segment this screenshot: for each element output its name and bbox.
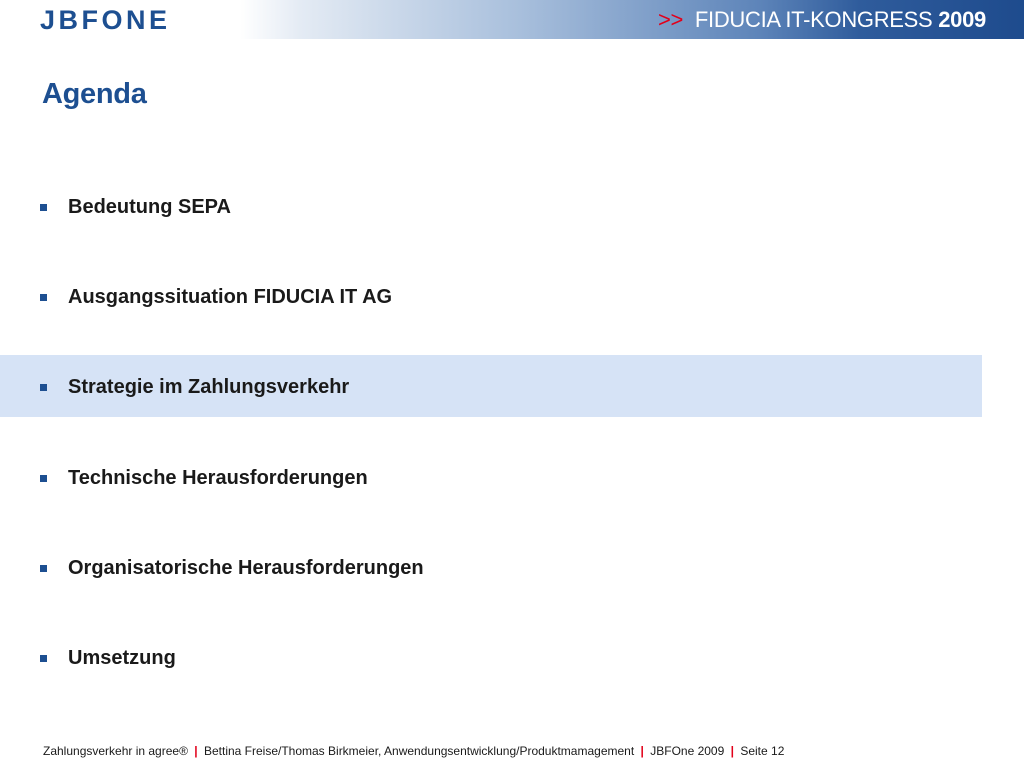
bullet-icon (40, 294, 47, 301)
footer-authors: Bettina Freise/Thomas Birkmeier, Anwendungsentwicklung/Produktmamagement (203, 744, 635, 758)
agenda-item (40, 553, 424, 583)
agenda-item (40, 282, 392, 312)
congress-year: 2009 (938, 7, 986, 32)
jbfone-logo (40, 6, 210, 34)
agenda-item-label: Bedeutung SEPA (68, 195, 231, 218)
agenda-item (40, 192, 231, 222)
footer-topic: Zahlungsverkehr in agree® (43, 744, 188, 758)
footer-page-number: Seite 12 (740, 744, 785, 758)
agenda-item-label: Ausgangssituation FIDUCIA IT AG (68, 285, 393, 308)
agenda-item-label: Umsetzung (68, 646, 176, 669)
agenda-item (40, 643, 176, 673)
bullet-icon (40, 655, 47, 662)
footer (43, 744, 784, 758)
agenda-item-label: Organisatorische Herausforderungen (68, 556, 424, 579)
agenda-item (40, 463, 368, 493)
bullet-icon (40, 384, 47, 391)
footer-event: JBFOne 2009 (650, 744, 725, 758)
footer-separator: | (640, 744, 644, 758)
bullet-icon (40, 204, 47, 211)
agenda-item-active (40, 372, 349, 402)
logo-text: JBFONE (40, 6, 171, 34)
page-title: Agenda (42, 78, 147, 110)
footer-separator: | (194, 744, 198, 758)
agenda-item-label: Strategie im Zahlungsverkehr (68, 375, 350, 398)
agenda-item-label: Technische Herausforderungen (68, 466, 368, 489)
congress-name: FIDUCIA IT-KONGRESS (694, 7, 933, 32)
bullet-icon (40, 565, 47, 572)
congress-prefix: >> (657, 7, 684, 32)
bullet-icon (40, 475, 47, 482)
footer-separator: | (730, 744, 734, 758)
congress-title (658, 7, 986, 33)
header-banner (0, 0, 1024, 39)
